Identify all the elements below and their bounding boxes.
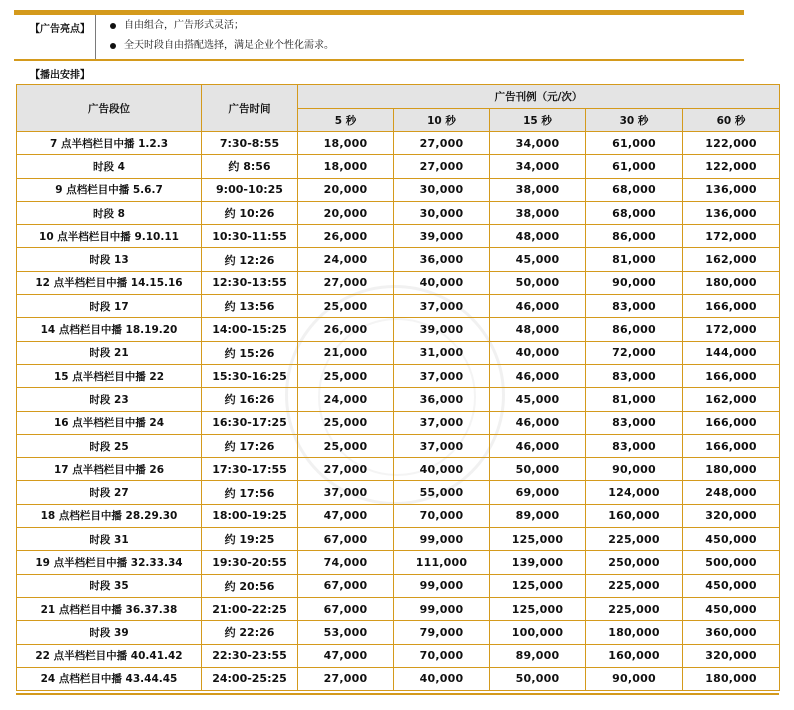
price-cell: 20,000 bbox=[298, 201, 394, 224]
slot-cell: 17 点半档栏目中播 26 bbox=[17, 458, 202, 481]
slot-cell: 21 点档栏目中播 36.37.38 bbox=[17, 597, 202, 620]
price-cell: 67,000 bbox=[298, 597, 394, 620]
price-cell: 36,000 bbox=[394, 388, 490, 411]
table-row bbox=[17, 597, 780, 620]
price-cell: 99,000 bbox=[394, 528, 490, 551]
time-cell: 约 17:56 bbox=[202, 481, 298, 504]
slot-cell: 19 点半档栏目中播 32.33.34 bbox=[17, 551, 202, 574]
slot-cell: 时段 39 bbox=[17, 621, 202, 644]
price-cell: 450,000 bbox=[683, 597, 780, 620]
price-cell: 25,000 bbox=[298, 295, 394, 318]
header-duration: 5 秒 bbox=[298, 109, 394, 132]
price-cell: 162,000 bbox=[683, 388, 780, 411]
price-cell: 144,000 bbox=[683, 341, 780, 364]
price-cell: 166,000 bbox=[683, 434, 780, 457]
table-row bbox=[17, 481, 780, 504]
price-cell: 70,000 bbox=[394, 504, 490, 527]
price-cell: 136,000 bbox=[683, 201, 780, 224]
header-slot: 广告段位 bbox=[17, 85, 202, 132]
price-cell: 225,000 bbox=[586, 597, 683, 620]
price-cell: 160,000 bbox=[586, 644, 683, 667]
price-cell: 68,000 bbox=[586, 201, 683, 224]
price-cell: 24,000 bbox=[298, 388, 394, 411]
price-cell: 48,000 bbox=[490, 225, 586, 248]
table-row bbox=[17, 155, 780, 178]
price-cell: 27,000 bbox=[394, 132, 490, 155]
bullet-icon bbox=[110, 23, 116, 29]
time-cell: 约 13:56 bbox=[202, 295, 298, 318]
price-cell: 172,000 bbox=[683, 318, 780, 341]
price-cell: 89,000 bbox=[490, 644, 586, 667]
price-cell: 40,000 bbox=[394, 458, 490, 481]
price-cell: 40,000 bbox=[490, 341, 586, 364]
price-cell: 360,000 bbox=[683, 621, 780, 644]
time-cell: 24:00-25:25 bbox=[202, 667, 298, 690]
price-cell: 37,000 bbox=[394, 434, 490, 457]
price-cell: 40,000 bbox=[394, 667, 490, 690]
price-cell: 225,000 bbox=[586, 528, 683, 551]
time-cell: 12:30-13:55 bbox=[202, 271, 298, 294]
slot-cell: 时段 8 bbox=[17, 201, 202, 224]
table-row bbox=[17, 201, 780, 224]
price-cell: 46,000 bbox=[490, 411, 586, 434]
time-cell: 14:00-15:25 bbox=[202, 318, 298, 341]
price-cell: 320,000 bbox=[683, 504, 780, 527]
table-row bbox=[17, 318, 780, 341]
price-cell: 30,000 bbox=[394, 201, 490, 224]
time-cell: 19:30-20:55 bbox=[202, 551, 298, 574]
price-cell: 25,000 bbox=[298, 411, 394, 434]
price-cell: 166,000 bbox=[683, 411, 780, 434]
price-cell: 83,000 bbox=[586, 434, 683, 457]
highlight-text: 自由组合，广告形式灵活； bbox=[124, 20, 244, 31]
table-row bbox=[17, 528, 780, 551]
rate-table bbox=[16, 84, 780, 691]
slot-cell: 时段 17 bbox=[17, 295, 202, 318]
table-row bbox=[17, 458, 780, 481]
table-row bbox=[17, 271, 780, 294]
header-duration: 10 秒 bbox=[394, 109, 490, 132]
slot-cell: 时段 31 bbox=[17, 528, 202, 551]
table-row bbox=[17, 388, 780, 411]
table-row bbox=[17, 132, 780, 155]
price-cell: 61,000 bbox=[586, 132, 683, 155]
slot-cell: 24 点档栏目中播 43.44.45 bbox=[17, 667, 202, 690]
price-cell: 39,000 bbox=[394, 318, 490, 341]
slot-cell: 时段 13 bbox=[17, 248, 202, 271]
price-cell: 70,000 bbox=[394, 644, 490, 667]
slot-cell: 18 点档栏目中播 28.29.30 bbox=[17, 504, 202, 527]
price-cell: 46,000 bbox=[490, 295, 586, 318]
header-duration: 60 秒 bbox=[683, 109, 780, 132]
time-cell: 18:00-19:25 bbox=[202, 504, 298, 527]
table-row bbox=[17, 178, 780, 201]
table-row bbox=[17, 621, 780, 644]
price-cell: 111,000 bbox=[394, 551, 490, 574]
header-time: 广告时间 bbox=[202, 85, 298, 132]
highlights-label: 【广告亮点】 bbox=[14, 15, 96, 59]
price-cell: 26,000 bbox=[298, 318, 394, 341]
price-cell: 27,000 bbox=[298, 271, 394, 294]
price-cell: 50,000 bbox=[490, 458, 586, 481]
price-cell: 48,000 bbox=[490, 318, 586, 341]
price-cell: 90,000 bbox=[586, 667, 683, 690]
price-cell: 136,000 bbox=[683, 178, 780, 201]
price-cell: 39,000 bbox=[394, 225, 490, 248]
time-cell: 约 19:25 bbox=[202, 528, 298, 551]
price-cell: 31,000 bbox=[394, 341, 490, 364]
price-cell: 81,000 bbox=[586, 248, 683, 271]
price-cell: 37,000 bbox=[394, 295, 490, 318]
time-cell: 16:30-17:25 bbox=[202, 411, 298, 434]
price-cell: 83,000 bbox=[586, 364, 683, 387]
price-cell: 450,000 bbox=[683, 574, 780, 597]
slot-cell: 时段 25 bbox=[17, 434, 202, 457]
price-cell: 50,000 bbox=[490, 667, 586, 690]
time-cell: 约 16:26 bbox=[202, 388, 298, 411]
time-cell: 约 22:26 bbox=[202, 621, 298, 644]
price-cell: 86,000 bbox=[586, 318, 683, 341]
price-cell: 250,000 bbox=[586, 551, 683, 574]
table-row bbox=[17, 504, 780, 527]
price-cell: 37,000 bbox=[394, 411, 490, 434]
price-cell: 100,000 bbox=[490, 621, 586, 644]
time-cell: 约 12:26 bbox=[202, 248, 298, 271]
price-cell: 36,000 bbox=[394, 248, 490, 271]
time-cell: 15:30-16:25 bbox=[202, 364, 298, 387]
slot-cell: 14 点档栏目中播 18.19.20 bbox=[17, 318, 202, 341]
price-cell: 61,000 bbox=[586, 155, 683, 178]
price-cell: 68,000 bbox=[586, 178, 683, 201]
price-cell: 450,000 bbox=[683, 528, 780, 551]
time-cell: 约 17:26 bbox=[202, 434, 298, 457]
table-row bbox=[17, 295, 780, 318]
time-cell: 约 20:56 bbox=[202, 574, 298, 597]
price-cell: 90,000 bbox=[586, 271, 683, 294]
price-cell: 53,000 bbox=[298, 621, 394, 644]
table-row bbox=[17, 434, 780, 457]
price-cell: 180,000 bbox=[683, 458, 780, 481]
price-cell: 37,000 bbox=[394, 364, 490, 387]
price-cell: 69,000 bbox=[490, 481, 586, 504]
table-row bbox=[17, 341, 780, 364]
table-row bbox=[17, 667, 780, 690]
price-cell: 34,000 bbox=[490, 132, 586, 155]
price-cell: 50,000 bbox=[490, 271, 586, 294]
price-cell: 45,000 bbox=[490, 388, 586, 411]
time-cell: 9:00-10:25 bbox=[202, 178, 298, 201]
price-cell: 25,000 bbox=[298, 434, 394, 457]
price-cell: 83,000 bbox=[586, 411, 683, 434]
price-cell: 225,000 bbox=[586, 574, 683, 597]
price-cell: 25,000 bbox=[298, 364, 394, 387]
time-cell: 21:00-22:25 bbox=[202, 597, 298, 620]
highlight-text: 全天时段自由搭配选择，满足企业个性化需求。 bbox=[124, 40, 334, 51]
table-row bbox=[17, 551, 780, 574]
header-duration: 15 秒 bbox=[490, 109, 586, 132]
price-cell: 21,000 bbox=[298, 341, 394, 364]
price-cell: 38,000 bbox=[490, 201, 586, 224]
price-cell: 166,000 bbox=[683, 364, 780, 387]
slot-cell: 时段 27 bbox=[17, 481, 202, 504]
highlight-item bbox=[110, 19, 744, 39]
time-cell: 7:30-8:55 bbox=[202, 132, 298, 155]
price-cell: 180,000 bbox=[683, 271, 780, 294]
slot-cell: 16 点半档栏目中播 24 bbox=[17, 411, 202, 434]
bullet-icon bbox=[110, 43, 116, 49]
table-row bbox=[17, 644, 780, 667]
time-cell: 约 10:26 bbox=[202, 201, 298, 224]
price-cell: 40,000 bbox=[394, 271, 490, 294]
price-cell: 18,000 bbox=[298, 155, 394, 178]
price-cell: 47,000 bbox=[298, 644, 394, 667]
price-cell: 86,000 bbox=[586, 225, 683, 248]
price-cell: 172,000 bbox=[683, 225, 780, 248]
price-cell: 124,000 bbox=[586, 481, 683, 504]
highlights-section bbox=[14, 15, 744, 61]
price-cell: 166,000 bbox=[683, 295, 780, 318]
price-cell: 180,000 bbox=[683, 667, 780, 690]
price-cell: 125,000 bbox=[490, 574, 586, 597]
price-cell: 125,000 bbox=[490, 597, 586, 620]
slot-cell: 12 点半档栏目中播 14.15.16 bbox=[17, 271, 202, 294]
price-cell: 45,000 bbox=[490, 248, 586, 271]
table-row bbox=[17, 248, 780, 271]
slot-cell: 15 点半档栏目中播 22 bbox=[17, 364, 202, 387]
price-cell: 74,000 bbox=[298, 551, 394, 574]
price-cell: 37,000 bbox=[298, 481, 394, 504]
price-cell: 27,000 bbox=[298, 667, 394, 690]
price-cell: 46,000 bbox=[490, 434, 586, 457]
price-cell: 47,000 bbox=[298, 504, 394, 527]
price-cell: 248,000 bbox=[683, 481, 780, 504]
slot-cell: 10 点半档栏目中播 9.10.11 bbox=[17, 225, 202, 248]
table-row bbox=[17, 574, 780, 597]
time-cell: 约 15:26 bbox=[202, 341, 298, 364]
time-cell: 约 8:56 bbox=[202, 155, 298, 178]
price-cell: 26,000 bbox=[298, 225, 394, 248]
slot-cell: 时段 4 bbox=[17, 155, 202, 178]
time-cell: 17:30-17:55 bbox=[202, 458, 298, 481]
time-cell: 22:30-23:55 bbox=[202, 644, 298, 667]
price-cell: 500,000 bbox=[683, 551, 780, 574]
price-cell: 34,000 bbox=[490, 155, 586, 178]
header-duration: 30 秒 bbox=[586, 109, 683, 132]
slot-cell: 时段 23 bbox=[17, 388, 202, 411]
rate-table-body bbox=[17, 132, 780, 691]
price-cell: 122,000 bbox=[683, 155, 780, 178]
schedule-label: 【播出安排】 bbox=[30, 70, 90, 81]
price-cell: 30,000 bbox=[394, 178, 490, 201]
price-cell: 72,000 bbox=[586, 341, 683, 364]
price-cell: 320,000 bbox=[683, 644, 780, 667]
price-cell: 180,000 bbox=[586, 621, 683, 644]
price-cell: 139,000 bbox=[490, 551, 586, 574]
price-cell: 18,000 bbox=[298, 132, 394, 155]
slot-cell: 7 点半档栏目中播 1.2.3 bbox=[17, 132, 202, 155]
highlight-item bbox=[110, 39, 744, 59]
price-cell: 79,000 bbox=[394, 621, 490, 644]
price-cell: 46,000 bbox=[490, 364, 586, 387]
table-row bbox=[17, 225, 780, 248]
price-cell: 67,000 bbox=[298, 528, 394, 551]
price-cell: 27,000 bbox=[394, 155, 490, 178]
price-cell: 125,000 bbox=[490, 528, 586, 551]
price-cell: 55,000 bbox=[394, 481, 490, 504]
slot-cell: 时段 21 bbox=[17, 341, 202, 364]
price-cell: 162,000 bbox=[683, 248, 780, 271]
price-cell: 81,000 bbox=[586, 388, 683, 411]
price-cell: 27,000 bbox=[298, 458, 394, 481]
price-cell: 90,000 bbox=[586, 458, 683, 481]
header-rates-group: 广告刊例（元/次） bbox=[298, 85, 780, 109]
time-cell: 10:30-11:55 bbox=[202, 225, 298, 248]
slot-cell: 22 点半档栏目中播 40.41.42 bbox=[17, 644, 202, 667]
price-cell: 99,000 bbox=[394, 597, 490, 620]
price-cell: 83,000 bbox=[586, 295, 683, 318]
price-cell: 38,000 bbox=[490, 178, 586, 201]
slot-cell: 时段 35 bbox=[17, 574, 202, 597]
price-cell: 122,000 bbox=[683, 132, 780, 155]
price-cell: 99,000 bbox=[394, 574, 490, 597]
price-cell: 89,000 bbox=[490, 504, 586, 527]
price-cell: 67,000 bbox=[298, 574, 394, 597]
table-row bbox=[17, 411, 780, 434]
bottom-rule bbox=[16, 693, 779, 695]
price-cell: 160,000 bbox=[586, 504, 683, 527]
highlights-list bbox=[96, 15, 744, 59]
price-cell: 20,000 bbox=[298, 178, 394, 201]
price-cell: 24,000 bbox=[298, 248, 394, 271]
slot-cell: 9 点档栏目中播 5.6.7 bbox=[17, 178, 202, 201]
table-row bbox=[17, 364, 780, 387]
